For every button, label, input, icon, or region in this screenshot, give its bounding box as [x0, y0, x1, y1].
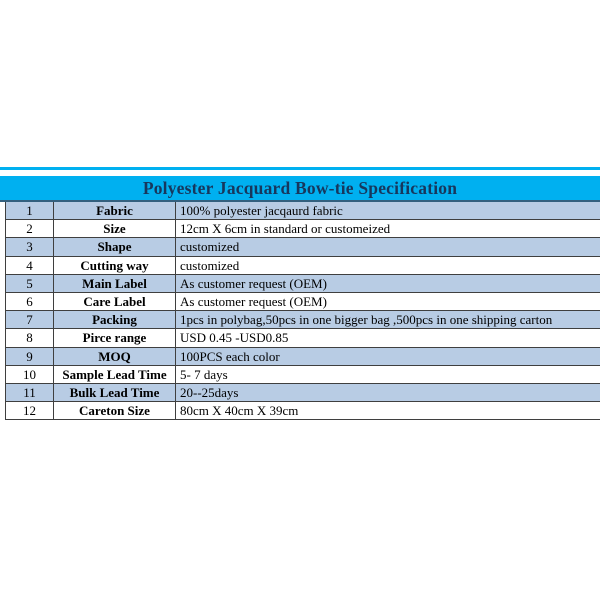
row-label-cell: Sample Lead Time: [54, 366, 176, 383]
row-number-cell: 1: [6, 202, 54, 219]
row-label-cell: Shape: [54, 238, 176, 255]
row-value-cell: customized: [180, 239, 240, 255]
row-value-cell: 20--25days: [180, 384, 239, 400]
row-label-cell: Packing: [54, 311, 176, 328]
table-row: [6, 366, 600, 384]
table-row: [6, 275, 600, 293]
row-number-cell: 7: [6, 311, 54, 328]
table-row: [6, 348, 600, 366]
table-row: [6, 329, 600, 347]
table-row: [6, 293, 600, 311]
row-number-cell: 4: [6, 257, 54, 274]
row-label-cell: Fabric: [54, 202, 176, 219]
row-label-cell: Cutting way: [54, 257, 176, 274]
row-value-cell: As customer request (OEM): [180, 275, 327, 291]
row-number-cell: 6: [6, 293, 54, 310]
row-label-cell: Careton Size: [54, 402, 176, 419]
table-row: [6, 202, 600, 220]
row-number-cell: 9: [6, 348, 54, 365]
row-value-cell: USD 0.45 -USD0.85: [180, 330, 289, 346]
row-label-cell: Pirce range: [54, 329, 176, 346]
row-value-cell: 100% polyester jacqaurd fabric: [180, 203, 343, 219]
table-row: [6, 257, 600, 275]
table-row: [6, 402, 600, 420]
row-value-cell: 5- 7 days: [180, 366, 228, 382]
table-row: [6, 238, 600, 256]
row-label-cell: Main Label: [54, 275, 176, 292]
table-title: Polyester Jacquard Bow-tie Specification: [142, 177, 458, 198]
top-accent-strip: [0, 167, 600, 170]
row-number-cell: 10: [6, 366, 54, 383]
table-row: [6, 311, 600, 329]
row-number-cell: 3: [6, 238, 54, 255]
row-number-cell: 5: [6, 275, 54, 292]
row-label-cell: Care Label: [54, 293, 176, 310]
table-row: [6, 220, 600, 238]
row-value-cell: As customer request (OEM): [180, 294, 327, 310]
row-label-cell: Bulk Lead Time: [54, 384, 176, 401]
row-value-cell: 80cm X 40cm X 39cm: [180, 403, 299, 419]
row-value-cell: 100PCS each color: [180, 348, 280, 364]
row-value-cell: 12cm X 6cm in standard or customeized: [180, 221, 391, 237]
row-label-cell: Size: [54, 220, 176, 237]
row-value-cell: customized: [180, 257, 240, 273]
row-number-cell: 8: [6, 329, 54, 346]
row-number-cell: 11: [6, 384, 54, 401]
table-row: [6, 384, 600, 402]
row-label-cell: MOQ: [54, 348, 176, 365]
table-title-bar: [0, 176, 600, 202]
row-number-cell: 2: [6, 220, 54, 237]
row-value-cell: 1pcs in polybag,50pcs in one bigger bag ,500pcs in one shipping carton: [180, 312, 553, 328]
spec-table: [5, 202, 600, 420]
row-number-cell: 12: [6, 402, 54, 419]
